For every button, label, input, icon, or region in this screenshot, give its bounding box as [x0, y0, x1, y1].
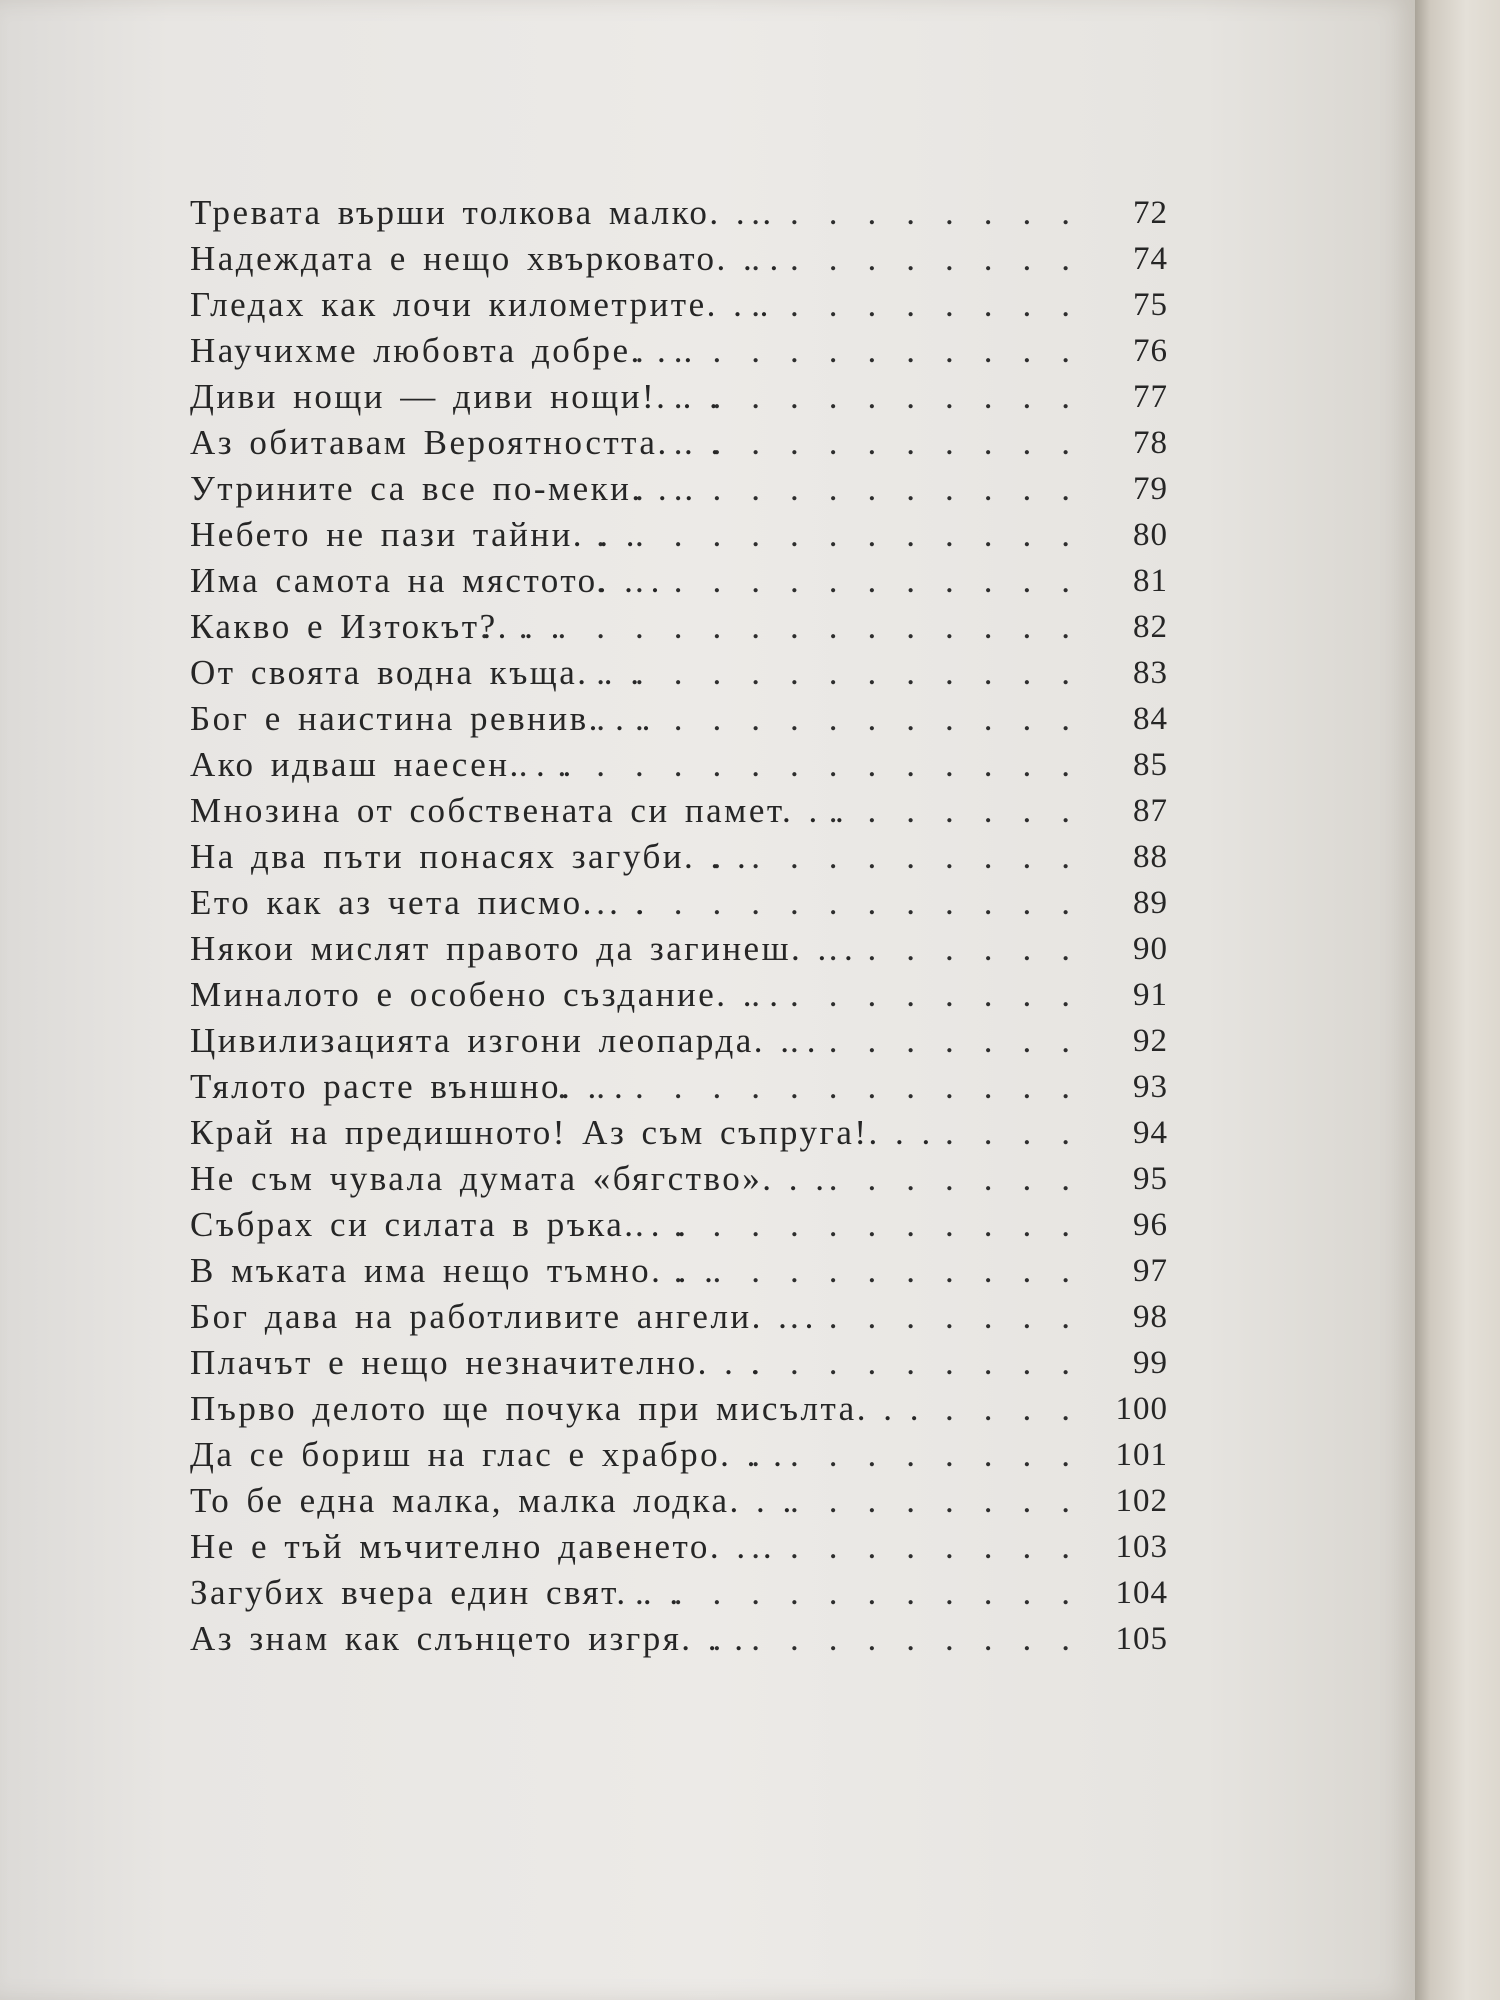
toc-leader-dots: ...............	[518, 745, 1100, 784]
toc-entry-page-number: 85	[1133, 747, 1168, 783]
toc-leader-dots: ............	[635, 1573, 1100, 1612]
toc-leader-dots: ................	[480, 607, 1100, 646]
toc-entry-title: Плачът е нещо незначително. . .	[190, 1343, 762, 1382]
toc-entry-title: Не съм чувала думата «бягство». . .	[190, 1159, 827, 1198]
toc-entry-title: Не е тъй мъчително давенето. . .	[190, 1527, 775, 1566]
toc-leader-dots: .............	[596, 883, 1100, 922]
toc-entry-page-number: 105	[1115, 1621, 1168, 1657]
toc-entry	[190, 190, 1190, 236]
toc-entry	[190, 1524, 1190, 1570]
toc-leader-dots: ............	[635, 331, 1100, 370]
toc-entry	[190, 880, 1190, 926]
toc-entry-title: Край на предишното! Аз съм съпруга!. . .	[190, 1113, 933, 1152]
toc-entry-title: Някои мислят правото да загинеш. . .	[190, 929, 856, 968]
toc-entry	[190, 696, 1190, 742]
toc-leader-dots: ...........	[673, 377, 1100, 416]
toc-leader-dots: ..........	[712, 837, 1100, 876]
toc-entry-page-number: 104	[1115, 1575, 1168, 1611]
toc-entry-page-number: 97	[1133, 1253, 1168, 1289]
toc-entry	[190, 328, 1190, 374]
toc-entry-title: Тревата върши толкова малко. . .	[190, 193, 774, 232]
toc-entry-title: От своята водна къща. . .	[190, 653, 642, 692]
toc-leader-dots: .........	[751, 239, 1100, 278]
toc-entry-page-number: 84	[1133, 701, 1168, 737]
toc-entry-page-number: 79	[1133, 471, 1168, 507]
toc-entry-page-number: 100	[1115, 1391, 1168, 1427]
toc-entry-page-number: 93	[1133, 1069, 1168, 1105]
toc-entry	[190, 1018, 1190, 1064]
toc-entry-page-number: 102	[1115, 1483, 1168, 1519]
toc-leader-dots: ............	[635, 1205, 1100, 1244]
toc-entry-title: Утрините са все по-меки. . .	[190, 469, 696, 508]
toc-entry-page-number: 89	[1133, 885, 1168, 921]
toc-entry-title: Аз обитавам Вероятността. . .	[190, 423, 722, 462]
toc-entry	[190, 926, 1190, 972]
toc-entry	[190, 1478, 1190, 1524]
toc-entry	[190, 1110, 1190, 1156]
toc-entry-title: Да се бориш на глас е храбро. . .	[190, 1435, 785, 1474]
toc-leader-dots: .............	[596, 561, 1100, 600]
toc-entry	[190, 1248, 1190, 1294]
toc-entry-page-number: 92	[1133, 1023, 1168, 1059]
toc-leader-dots: ........	[790, 1021, 1100, 1060]
toc-entry	[190, 1294, 1190, 1340]
toc-entry	[190, 1570, 1190, 1616]
toc-entry	[190, 972, 1190, 1018]
toc-entry-page-number: 90	[1133, 931, 1168, 967]
toc-entry	[190, 788, 1190, 834]
toc-entry-page-number: 87	[1133, 793, 1168, 829]
toc-entry-title: Ето как аз чета писмо. . .	[190, 883, 647, 922]
toc-entry-title: Гледах как лочи километрите. . .	[190, 285, 771, 324]
toc-leader-dots: .........	[751, 1435, 1100, 1474]
toc-entry-title: Събрах си силата в ръка. . .	[190, 1205, 689, 1244]
toc-entry-title: Първо делото ще почука при мисълта. . .	[190, 1389, 921, 1428]
toc-entry	[190, 512, 1190, 558]
toc-entry-page-number: 91	[1133, 977, 1168, 1013]
toc-leader-dots: .........	[751, 1343, 1100, 1382]
toc-entry-page-number: 78	[1133, 425, 1168, 461]
toc-entry-title: Какво е Изтокът?. . .	[190, 607, 562, 646]
toc-entry	[190, 834, 1190, 880]
toc-entry-title: Цивилизацията изгони леопарда. . .	[190, 1021, 819, 1060]
toc-entry	[190, 374, 1190, 420]
toc-entry	[190, 1432, 1190, 1478]
toc-entry-title: В мъката има нещо тъмно. . .	[190, 1251, 716, 1290]
toc-entry-page-number: 103	[1115, 1529, 1168, 1565]
toc-entry-page-number: 82	[1133, 609, 1168, 645]
toc-entry-title: Надеждата е нещо хвърковато. . .	[190, 239, 781, 278]
toc-leader-dots: ...........	[673, 423, 1100, 462]
toc-leader-dots: ...........	[673, 1251, 1100, 1290]
toc-entry-title: Тялото расте външно. . .	[190, 1067, 626, 1106]
toc-leader-dots: .......	[828, 929, 1100, 968]
toc-entry-page-number: 74	[1133, 241, 1168, 277]
toc-entry-page-number: 72	[1133, 195, 1168, 231]
toc-entry-page-number: 83	[1133, 655, 1168, 691]
toc-entry-page-number: 88	[1133, 839, 1168, 875]
toc-entry	[190, 1616, 1190, 1662]
toc-leader-dots: .......	[828, 791, 1100, 830]
toc-leader-dots: .......	[828, 1159, 1100, 1198]
toc-entry	[190, 1156, 1190, 1202]
toc-leader-dots: ........	[790, 1297, 1100, 1336]
toc-leader-dots: ..............	[557, 1067, 1100, 1106]
toc-leader-dots: .........	[751, 1527, 1100, 1566]
toc-leader-dots: .............	[596, 653, 1100, 692]
toc-entry-title: Загубих вчера един свят. . .	[190, 1573, 681, 1612]
toc-entry-page-number: 77	[1133, 379, 1168, 415]
table-of-contents	[190, 190, 1190, 1662]
toc-entry-page-number: 98	[1133, 1299, 1168, 1335]
toc-leader-dots: ........	[790, 1481, 1100, 1520]
toc-entry-page-number: 81	[1133, 563, 1168, 599]
toc-entry-title: Мнозина от собствената си памет. . .	[190, 791, 847, 830]
toc-entry	[190, 1386, 1190, 1432]
toc-entry	[190, 1340, 1190, 1386]
toc-entry-page-number: 96	[1133, 1207, 1168, 1243]
toc-leader-dots: ....	[945, 1113, 1100, 1152]
toc-entry-title: Има самота на мястото. . .	[190, 561, 662, 600]
toc-entry	[190, 236, 1190, 282]
toc-leader-dots: ............	[635, 469, 1100, 508]
toc-leader-dots: .............	[596, 699, 1100, 738]
toc-entry-title: Миналото е особено създание. . .	[190, 975, 781, 1014]
toc-entry-page-number: 80	[1133, 517, 1168, 553]
toc-entry-title: Бог дава на работливите ангели. . .	[190, 1297, 816, 1336]
toc-entry	[190, 604, 1190, 650]
toc-entry	[190, 742, 1190, 788]
toc-entry-page-number: 95	[1133, 1161, 1168, 1197]
toc-entry-title: Диви нощи — диви нощи!. . .	[190, 377, 721, 416]
toc-leader-dots: .........	[751, 193, 1100, 232]
toc-entry-title: Научихме любовта добре. . .	[190, 331, 695, 370]
toc-leader-dots: .........	[751, 285, 1100, 324]
toc-entry	[190, 1202, 1190, 1248]
toc-entry	[190, 282, 1190, 328]
toc-entry	[190, 466, 1190, 512]
toc-entry-title: То бе една малка, малка лодка. . .	[190, 1481, 794, 1520]
toc-entry-page-number: 101	[1115, 1437, 1168, 1473]
toc-leader-dots: .............	[596, 515, 1100, 554]
toc-entry-page-number: 99	[1133, 1345, 1168, 1381]
toc-entry-title: На два пъти понасях загуби. . .	[190, 837, 749, 876]
toc-entry	[190, 558, 1190, 604]
toc-leader-dots: ....	[945, 1389, 1100, 1428]
toc-entry	[190, 650, 1190, 696]
book-gutter	[1415, 0, 1500, 2000]
toc-leader-dots: .........	[751, 975, 1100, 1014]
toc-entry-title: Ако идваш наесен. . .	[190, 745, 574, 784]
toc-entry	[190, 1064, 1190, 1110]
toc-leader-dots: ..........	[712, 1619, 1100, 1658]
toc-entry-title: Небето не пази тайни. . .	[190, 515, 638, 554]
toc-entry-title: Бог е наистина ревнив. . .	[190, 699, 653, 738]
toc-entry	[190, 420, 1190, 466]
toc-entry-page-number: 94	[1133, 1115, 1168, 1151]
toc-entry-page-number: 76	[1133, 333, 1168, 369]
toc-entry-title: Аз знам как слънцето изгря. . .	[190, 1619, 746, 1658]
toc-entry-page-number: 75	[1133, 287, 1168, 323]
